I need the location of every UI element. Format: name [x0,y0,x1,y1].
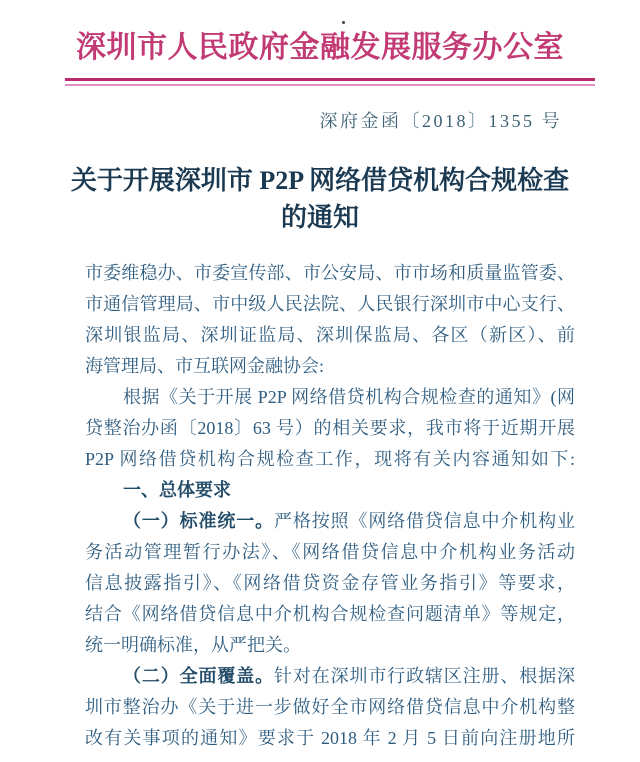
body-line: 一、总体要求 [123,480,231,500]
body-line: 改有关事项的通知》要求于 2018 年 2 月 5 日前向注册地所 [85,728,575,748]
body-line: 统一明确标准，从严把关。 [85,635,301,655]
document-reference-number: 深府金函〔2018〕1355 号 [319,111,562,131]
letterhead-org-name: 深圳市人民政府金融发展服务办公室 [76,31,564,64]
body-line-bold-prefix: （二）全面覆盖。 [123,666,274,686]
scan-artifact-dot [342,21,345,24]
body-line: 根据《关于开展 P2P 网络借贷机构合规检查的通知》(网 [123,387,575,407]
document-title-line1: 关于开展深圳市 P2P 网络借贷机构合规检查 [70,166,570,195]
letterhead-double-rule [65,78,595,86]
document-body [85,258,575,754]
body-line-bold-prefix: （一）标准统一。 [123,511,274,531]
body-line: 贷整治办函〔2018〕63 号）的相关要求，我市将于近期开展 [85,418,575,438]
body-line: 海管理局、市互联网金融协会: [85,356,324,376]
body-line: 信息披露指引》、《网络借贷资金存管业务指引》等要求， [85,573,575,593]
body-line: （二）全面覆盖。针对在深圳市行政辖区注册、根据深 [123,666,576,686]
body-line: 市委维稳办、市委宣传部、市公安局、市市场和质量监管委、 [85,263,575,283]
document-title [0,162,640,236]
body-line: 市通信管理局、市中级人民法院、人民银行深圳市中心支行、 [85,294,575,314]
body-line: 圳市整治办《关于进一步做好全市网络借贷信息中介机构整 [85,697,575,717]
body-line: 结合《网络借贷信息中介机构合规检查问题清单》等规定， [85,604,575,624]
document-title-line2: 的通知 [280,203,359,232]
body-line: （一）标准统一。严格按照《网络借贷信息中介机构业 [123,511,576,531]
body-line: P2P 网络借贷机构合规检查工作，现将有关内容通知如下: [85,449,575,469]
body-line: 深圳银监局、深圳证监局、深圳保监局、各区（新区）、前 [85,325,575,345]
body-line: 务活动管理暂行办法》、《网络借贷信息中介机构业务活动 [85,542,575,562]
